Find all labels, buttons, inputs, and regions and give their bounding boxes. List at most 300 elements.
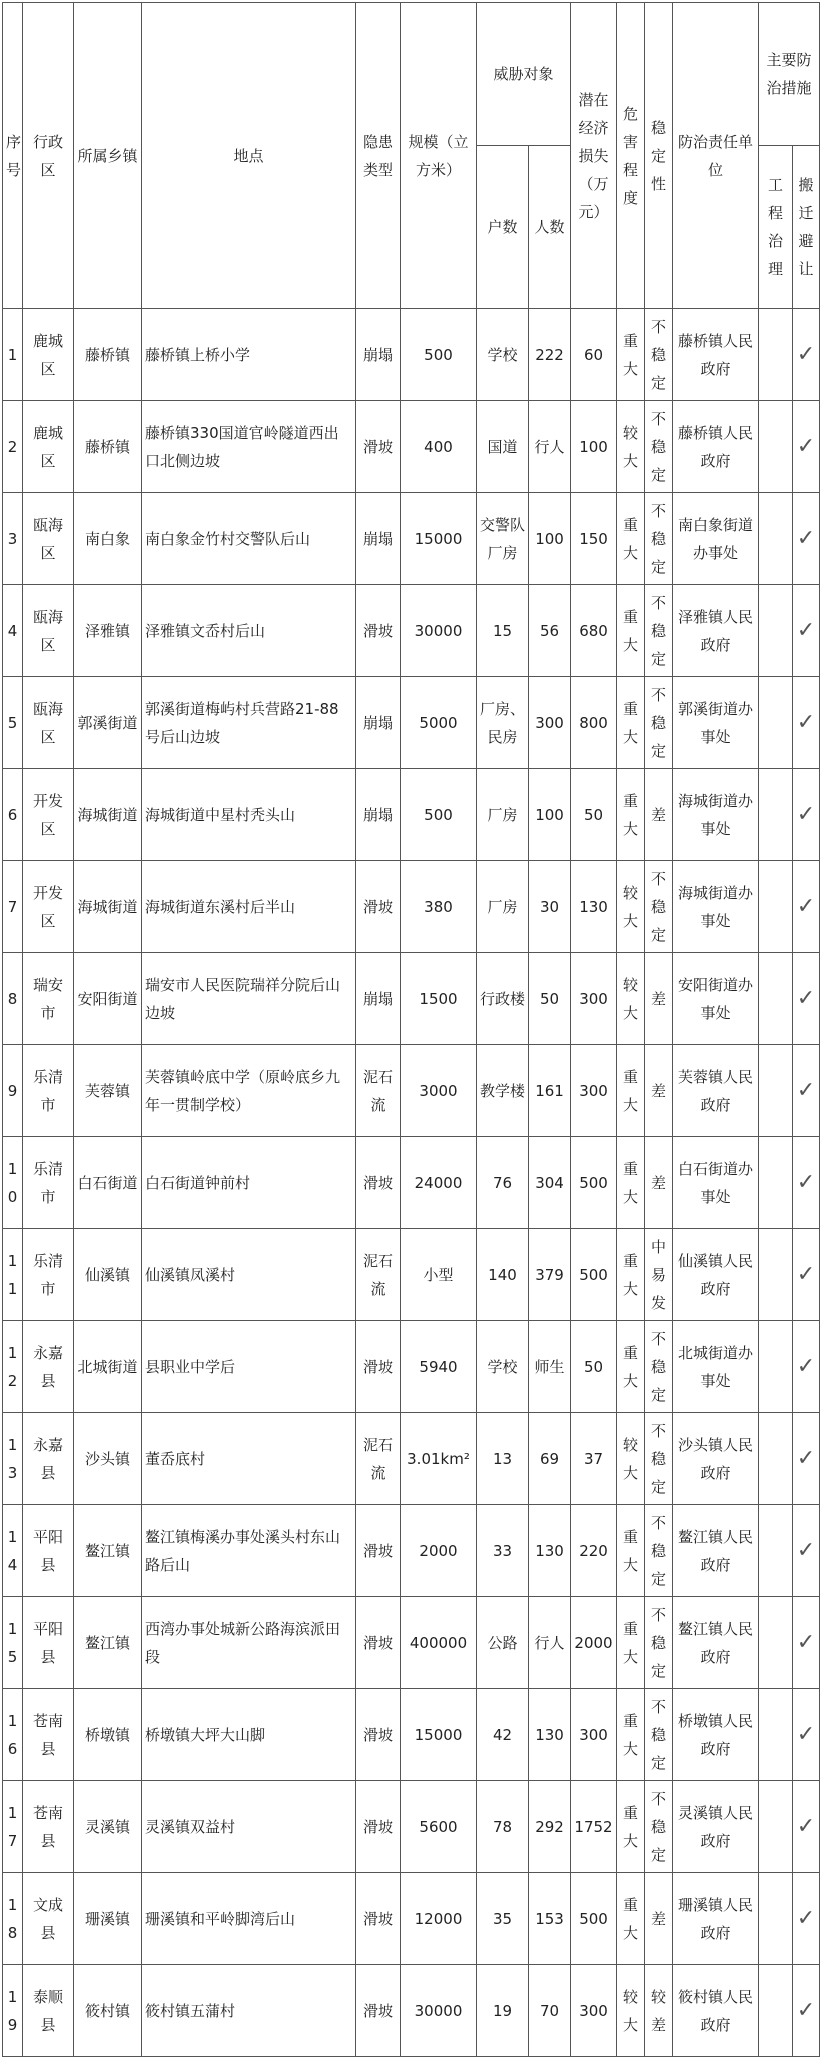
- row-scale: 3.01km²: [401, 1413, 477, 1505]
- row-households: 国道: [477, 401, 529, 493]
- row-unit: 灵溪镇人民政府: [673, 1781, 759, 1873]
- row-unit: 鳌江镇人民政府: [673, 1597, 759, 1689]
- row-households: 33: [477, 1505, 529, 1597]
- row-location: 藤桥镇330国道官岭隧道西出口北侧边坡: [142, 401, 356, 493]
- row-seq: 19: [3, 1965, 23, 2057]
- table-row: [3, 1873, 820, 1965]
- row-hazard-type: 滑坡: [356, 1505, 401, 1597]
- row-engineering: [759, 769, 793, 861]
- row-unit: 海城街道办事处: [673, 861, 759, 953]
- row-hazard-type: 崩塌: [356, 677, 401, 769]
- row-households: 35: [477, 1873, 529, 1965]
- row-town: 白石街道: [74, 1137, 142, 1229]
- row-danger: 重大: [617, 769, 645, 861]
- row-people: 161: [529, 1045, 571, 1137]
- row-hazard-type: 滑坡: [356, 1137, 401, 1229]
- table-row: [3, 493, 820, 585]
- row-stability: 较差: [645, 1965, 673, 2057]
- row-engineering: [759, 1873, 793, 1965]
- row-engineering: [759, 677, 793, 769]
- row-scale: 400000: [401, 1597, 477, 1689]
- row-engineering: [759, 1781, 793, 1873]
- row-danger: 较大: [617, 1413, 645, 1505]
- row-district: 瓯海区: [23, 585, 74, 677]
- row-engineering: [759, 1413, 793, 1505]
- row-hazard-type: 崩塌: [356, 309, 401, 401]
- table-row: [3, 1321, 820, 1413]
- row-households: 140: [477, 1229, 529, 1321]
- row-households: 19: [477, 1965, 529, 2057]
- row-hazard-type: 滑坡: [356, 401, 401, 493]
- row-scale: 2000: [401, 1505, 477, 1597]
- row-households: 13: [477, 1413, 529, 1505]
- row-people: 行人: [529, 1597, 571, 1689]
- row-stability: 不稳定: [645, 1781, 673, 1873]
- row-location: 郭溪街道梅屿村兵营路21-88号后山边坡: [142, 677, 356, 769]
- row-district: 苍南县: [23, 1781, 74, 1873]
- row-town: 芙蓉镇: [74, 1045, 142, 1137]
- table-row: [3, 585, 820, 677]
- table-row: [3, 1505, 820, 1597]
- row-hazard-type: 崩塌: [356, 769, 401, 861]
- row-unit: 安阳街道办事处: [673, 953, 759, 1045]
- row-scale: 5000: [401, 677, 477, 769]
- row-hazard-type: 泥石流: [356, 1045, 401, 1137]
- row-town: 海城街道: [74, 769, 142, 861]
- row-loss: 150: [571, 493, 617, 585]
- row-people: 130: [529, 1689, 571, 1781]
- table-row: [3, 1597, 820, 1689]
- row-scale: 15000: [401, 1689, 477, 1781]
- row-seq: 1: [3, 309, 23, 401]
- row-scale: 500: [401, 309, 477, 401]
- row-households: 行政楼: [477, 953, 529, 1045]
- row-seq: 13: [3, 1413, 23, 1505]
- row-people: 69: [529, 1413, 571, 1505]
- row-town: 北城街道: [74, 1321, 142, 1413]
- table-row: [3, 677, 820, 769]
- row-scale: 5940: [401, 1321, 477, 1413]
- row-people: 100: [529, 769, 571, 861]
- row-unit: 北城街道办事处: [673, 1321, 759, 1413]
- row-loss: 500: [571, 1137, 617, 1229]
- row-town: 郭溪街道: [74, 677, 142, 769]
- row-hazard-type: 崩塌: [356, 493, 401, 585]
- row-stability: 不稳定: [645, 585, 673, 677]
- row-unit: 仙溪镇人民政府: [673, 1229, 759, 1321]
- row-town: 珊溪镇: [74, 1873, 142, 1965]
- row-seq: 7: [3, 861, 23, 953]
- row-danger: 重大: [617, 1045, 645, 1137]
- row-seq: 5: [3, 677, 23, 769]
- row-people: 56: [529, 585, 571, 677]
- row-people: 100: [529, 493, 571, 585]
- row-loss: 500: [571, 1873, 617, 1965]
- row-stability: 不稳定: [645, 309, 673, 401]
- row-households: 厂房、民房: [477, 677, 529, 769]
- row-district: 瓯海区: [23, 677, 74, 769]
- row-unit: 泽雅镇人民政府: [673, 585, 759, 677]
- row-danger: 重大: [617, 585, 645, 677]
- row-stability: 不稳定: [645, 1597, 673, 1689]
- row-unit: 南白象街道办事处: [673, 493, 759, 585]
- row-danger: 重大: [617, 1597, 645, 1689]
- row-town: 鳌江镇: [74, 1597, 142, 1689]
- row-danger: 重大: [617, 493, 645, 585]
- row-hazard-type: 滑坡: [356, 1965, 401, 2057]
- row-location: 鳌江镇梅溪办事处溪头村东山路后山: [142, 1505, 356, 1597]
- row-seq: 6: [3, 769, 23, 861]
- row-loss: 100: [571, 401, 617, 493]
- header-town: 所属乡镇: [74, 3, 142, 309]
- row-scale: 1500: [401, 953, 477, 1045]
- row-relocation-check: ✓: [793, 1505, 820, 1597]
- row-relocation-check: ✓: [793, 1045, 820, 1137]
- row-unit: 藤桥镇人民政府: [673, 309, 759, 401]
- table-row: [3, 1965, 820, 2057]
- row-people: 304: [529, 1137, 571, 1229]
- row-relocation-check: ✓: [793, 1229, 820, 1321]
- row-loss: 300: [571, 953, 617, 1045]
- row-relocation-check: ✓: [793, 1413, 820, 1505]
- row-stability: 差: [645, 769, 673, 861]
- row-engineering: [759, 585, 793, 677]
- row-seq: 8: [3, 953, 23, 1045]
- row-relocation-check: ✓: [793, 769, 820, 861]
- row-stability: 不稳定: [645, 493, 673, 585]
- row-households: 厂房: [477, 769, 529, 861]
- row-district: 鹿城区: [23, 401, 74, 493]
- row-relocation-check: ✓: [793, 677, 820, 769]
- row-district: 平阳县: [23, 1505, 74, 1597]
- row-engineering: [759, 1505, 793, 1597]
- row-people: 130: [529, 1505, 571, 1597]
- row-households: 厂房: [477, 861, 529, 953]
- row-danger: 较大: [617, 1965, 645, 2057]
- row-town: 海城街道: [74, 861, 142, 953]
- table-row: [3, 953, 820, 1045]
- row-location: 海城街道东溪村后半山: [142, 861, 356, 953]
- row-households: 公路: [477, 1597, 529, 1689]
- row-hazard-type: 滑坡: [356, 1597, 401, 1689]
- row-people: 师生: [529, 1321, 571, 1413]
- row-households: 学校: [477, 1321, 529, 1413]
- row-unit: 鳌江镇人民政府: [673, 1505, 759, 1597]
- row-loss: 1752: [571, 1781, 617, 1873]
- row-district: 开发区: [23, 769, 74, 861]
- table-row: [3, 1137, 820, 1229]
- header-engineering: 工程治理: [759, 146, 793, 309]
- row-relocation-check: ✓: [793, 1873, 820, 1965]
- row-hazard-type: 崩塌: [356, 953, 401, 1045]
- row-town: 仙溪镇: [74, 1229, 142, 1321]
- row-stability: 差: [645, 1137, 673, 1229]
- row-households: 78: [477, 1781, 529, 1873]
- row-scale: 24000: [401, 1137, 477, 1229]
- row-stability: 不稳定: [645, 1413, 673, 1505]
- row-seq: 14: [3, 1505, 23, 1597]
- header-unit: 防治责任单位: [673, 3, 759, 309]
- row-scale: 15000: [401, 493, 477, 585]
- row-stability: 不稳定: [645, 401, 673, 493]
- row-unit: 筱村镇人民政府: [673, 1965, 759, 2057]
- row-district: 永嘉县: [23, 1413, 74, 1505]
- row-seq: 16: [3, 1689, 23, 1781]
- row-relocation-check: ✓: [793, 861, 820, 953]
- row-relocation-check: ✓: [793, 1965, 820, 2057]
- row-stability: 差: [645, 953, 673, 1045]
- row-relocation-check: ✓: [793, 1597, 820, 1689]
- header-loss: 潜在经济损失（万元）: [571, 3, 617, 309]
- row-stability: 差: [645, 1045, 673, 1137]
- row-households: 42: [477, 1689, 529, 1781]
- table-row: [3, 769, 820, 861]
- row-town: 灵溪镇: [74, 1781, 142, 1873]
- table-row: [3, 1689, 820, 1781]
- row-location: 灵溪镇双益村: [142, 1781, 356, 1873]
- row-town: 安阳街道: [74, 953, 142, 1045]
- row-scale: 380: [401, 861, 477, 953]
- row-relocation-check: ✓: [793, 1137, 820, 1229]
- row-loss: 300: [571, 1045, 617, 1137]
- row-engineering: [759, 1321, 793, 1413]
- row-unit: 郭溪街道办事处: [673, 677, 759, 769]
- row-relocation-check: ✓: [793, 585, 820, 677]
- row-unit: 桥墩镇人民政府: [673, 1689, 759, 1781]
- row-stability: 不稳定: [645, 861, 673, 953]
- row-location: 南白象金竹村交警队后山: [142, 493, 356, 585]
- row-unit: 芙蓉镇人民政府: [673, 1045, 759, 1137]
- row-district: 瑞安市: [23, 953, 74, 1045]
- header-location: 地点: [142, 3, 356, 309]
- header-measures: 主要防治措施: [759, 3, 820, 146]
- row-danger: 重大: [617, 1229, 645, 1321]
- row-location: 海城街道中星村秃头山: [142, 769, 356, 861]
- row-location: 泽雅镇文岙村后山: [142, 585, 356, 677]
- row-loss: 300: [571, 1965, 617, 2057]
- row-people: 153: [529, 1873, 571, 1965]
- row-stability: 不稳定: [645, 1505, 673, 1597]
- header-relocation: 搬迁避让: [793, 146, 820, 309]
- header-hazard-type: 隐患类型: [356, 3, 401, 309]
- row-town: 桥墩镇: [74, 1689, 142, 1781]
- row-unit: 藤桥镇人民政府: [673, 401, 759, 493]
- row-loss: 300: [571, 1689, 617, 1781]
- table-row: [3, 1781, 820, 1873]
- row-district: 永嘉县: [23, 1321, 74, 1413]
- row-loss: 680: [571, 585, 617, 677]
- row-danger: 重大: [617, 1873, 645, 1965]
- table-body: [3, 309, 820, 2057]
- header-scale: 规模（立方米）: [401, 3, 477, 309]
- header-district: 行政区: [23, 3, 74, 309]
- row-location: 仙溪镇凤溪村: [142, 1229, 356, 1321]
- row-engineering: [759, 1597, 793, 1689]
- row-hazard-type: 滑坡: [356, 1321, 401, 1413]
- row-district: 瓯海区: [23, 493, 74, 585]
- row-relocation-check: ✓: [793, 309, 820, 401]
- table-row: [3, 401, 820, 493]
- row-seq: 10: [3, 1137, 23, 1229]
- row-loss: 37: [571, 1413, 617, 1505]
- row-unit: 沙头镇人民政府: [673, 1413, 759, 1505]
- row-relocation-check: ✓: [793, 953, 820, 1045]
- table-row: [3, 1229, 820, 1321]
- row-danger: 较大: [617, 861, 645, 953]
- row-people: 70: [529, 1965, 571, 2057]
- row-location: 桥墩镇大坪大山脚: [142, 1689, 356, 1781]
- row-engineering: [759, 953, 793, 1045]
- row-scale: 12000: [401, 1873, 477, 1965]
- row-stability: 不稳定: [645, 1321, 673, 1413]
- row-town: 沙头镇: [74, 1413, 142, 1505]
- row-scale: 3000: [401, 1045, 477, 1137]
- header-danger: 危害程度: [617, 3, 645, 309]
- row-seq: 17: [3, 1781, 23, 1873]
- header-seq: 序号: [3, 3, 23, 309]
- header-households: 户数: [477, 146, 529, 309]
- table-row: [3, 309, 820, 401]
- row-danger: 重大: [617, 1137, 645, 1229]
- row-location: 瑞安市人民医院瑞祥分院后山边坡: [142, 953, 356, 1045]
- row-stability: 不稳定: [645, 677, 673, 769]
- row-relocation-check: ✓: [793, 1689, 820, 1781]
- row-relocation-check: ✓: [793, 401, 820, 493]
- row-district: 文成县: [23, 1873, 74, 1965]
- row-people: 行人: [529, 401, 571, 493]
- row-seq: 18: [3, 1873, 23, 1965]
- row-location: 白石街道钟前村: [142, 1137, 356, 1229]
- row-seq: 9: [3, 1045, 23, 1137]
- hazard-table: [2, 2, 820, 2057]
- row-households: 15: [477, 585, 529, 677]
- row-scale: 小型: [401, 1229, 477, 1321]
- row-engineering: [759, 309, 793, 401]
- row-location: 芙蓉镇岭底中学（原岭底乡九年一贯制学校）: [142, 1045, 356, 1137]
- row-seq: 11: [3, 1229, 23, 1321]
- row-town: 藤桥镇: [74, 401, 142, 493]
- header-people: 人数: [529, 146, 571, 309]
- row-loss: 50: [571, 1321, 617, 1413]
- row-location: 县职业中学后: [142, 1321, 356, 1413]
- row-engineering: [759, 1045, 793, 1137]
- row-engineering: [759, 401, 793, 493]
- row-district: 开发区: [23, 861, 74, 953]
- row-seq: 4: [3, 585, 23, 677]
- row-relocation-check: ✓: [793, 493, 820, 585]
- row-location: 珊溪镇和平岭脚湾后山: [142, 1873, 356, 1965]
- row-hazard-type: 滑坡: [356, 585, 401, 677]
- row-district: 泰顺县: [23, 1965, 74, 2057]
- table-row: [3, 1045, 820, 1137]
- row-households: 76: [477, 1137, 529, 1229]
- row-people: 222: [529, 309, 571, 401]
- row-district: 乐清市: [23, 1045, 74, 1137]
- row-loss: 2000: [571, 1597, 617, 1689]
- row-location: 董岙底村: [142, 1413, 356, 1505]
- row-relocation-check: ✓: [793, 1781, 820, 1873]
- row-seq: 12: [3, 1321, 23, 1413]
- row-relocation-check: ✓: [793, 1321, 820, 1413]
- row-stability: 中易发: [645, 1229, 673, 1321]
- row-loss: 500: [571, 1229, 617, 1321]
- row-hazard-type: 滑坡: [356, 1781, 401, 1873]
- row-loss: 130: [571, 861, 617, 953]
- row-households: 学校: [477, 309, 529, 401]
- row-engineering: [759, 1229, 793, 1321]
- row-seq: 2: [3, 401, 23, 493]
- row-people: 379: [529, 1229, 571, 1321]
- table-row: [3, 861, 820, 953]
- row-danger: 重大: [617, 1505, 645, 1597]
- row-hazard-type: 滑坡: [356, 1689, 401, 1781]
- row-stability: 不稳定: [645, 1689, 673, 1781]
- row-danger: 重大: [617, 1781, 645, 1873]
- row-danger: 重大: [617, 1689, 645, 1781]
- row-district: 乐清市: [23, 1229, 74, 1321]
- row-loss: 60: [571, 309, 617, 401]
- row-people: 300: [529, 677, 571, 769]
- row-location: 藤桥镇上桥小学: [142, 309, 356, 401]
- row-engineering: [759, 1689, 793, 1781]
- row-engineering: [759, 861, 793, 953]
- row-unit: 海城街道办事处: [673, 769, 759, 861]
- row-hazard-type: 滑坡: [356, 1873, 401, 1965]
- row-engineering: [759, 493, 793, 585]
- row-danger: 重大: [617, 677, 645, 769]
- row-loss: 50: [571, 769, 617, 861]
- row-people: 50: [529, 953, 571, 1045]
- row-town: 泽雅镇: [74, 585, 142, 677]
- row-people: 292: [529, 1781, 571, 1873]
- row-engineering: [759, 1137, 793, 1229]
- row-danger: 较大: [617, 953, 645, 1045]
- row-households: 教学楼: [477, 1045, 529, 1137]
- row-scale: 5600: [401, 1781, 477, 1873]
- row-people: 30: [529, 861, 571, 953]
- row-unit: 珊溪镇人民政府: [673, 1873, 759, 1965]
- row-town: 藤桥镇: [74, 309, 142, 401]
- row-location: 西湾办事处城新公路海滨派田段: [142, 1597, 356, 1689]
- row-engineering: [759, 1965, 793, 2057]
- row-hazard-type: 泥石流: [356, 1229, 401, 1321]
- row-town: 筱村镇: [74, 1965, 142, 2057]
- row-danger: 较大: [617, 401, 645, 493]
- row-households: 交警队厂房: [477, 493, 529, 585]
- row-location: 筱村镇五蒲村: [142, 1965, 356, 2057]
- row-district: 乐清市: [23, 1137, 74, 1229]
- row-scale: 30000: [401, 585, 477, 677]
- row-loss: 800: [571, 677, 617, 769]
- row-seq: 15: [3, 1597, 23, 1689]
- row-loss: 220: [571, 1505, 617, 1597]
- row-scale: 400: [401, 401, 477, 493]
- row-district: 平阳县: [23, 1597, 74, 1689]
- row-seq: 3: [3, 493, 23, 585]
- row-town: 南白象: [74, 493, 142, 585]
- row-district: 苍南县: [23, 1689, 74, 1781]
- row-danger: 重大: [617, 309, 645, 401]
- header-stability: 稳定性: [645, 3, 673, 309]
- table-row: [3, 1413, 820, 1505]
- row-stability: 差: [645, 1873, 673, 1965]
- row-town: 鳌江镇: [74, 1505, 142, 1597]
- row-scale: 500: [401, 769, 477, 861]
- row-danger: 重大: [617, 1321, 645, 1413]
- header-threat: 威胁对象: [477, 3, 571, 146]
- row-hazard-type: 滑坡: [356, 861, 401, 953]
- row-hazard-type: 泥石流: [356, 1413, 401, 1505]
